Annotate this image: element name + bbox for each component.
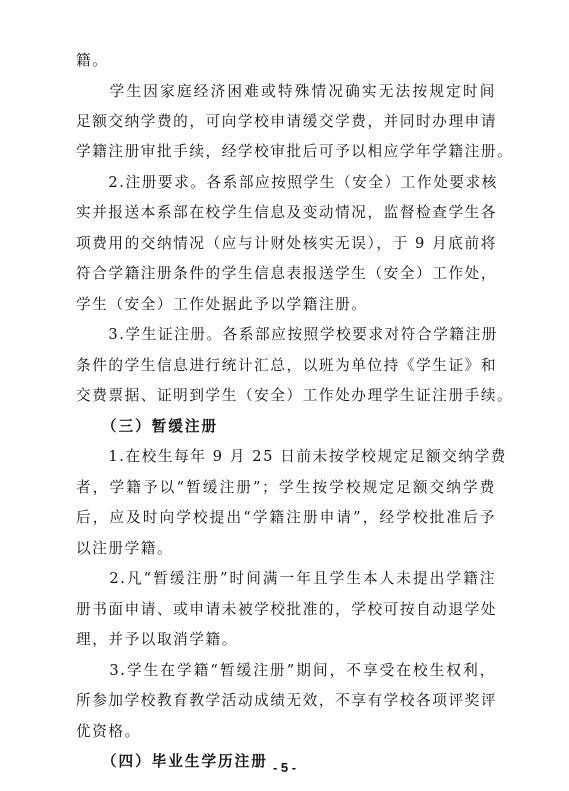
- page-number: - 5 -: [272, 760, 297, 775]
- text-line: 理，并予以取消学籍。: [76, 631, 238, 648]
- text-line: 学籍注册审批手续，经学校审批后可予以相应学年学籍注册。: [76, 143, 514, 160]
- text-line: 后，应及时向学校提出“学籍注册申请”，经学校批准后予: [76, 509, 496, 526]
- text-line: 足额交纳学费的，可向学校申请缓交学费，并同时办理申请: [76, 113, 498, 130]
- text-line: 符合学籍注册条件的学生信息表报送学生（安全）工作处，: [76, 265, 498, 282]
- text-line: 以注册学籍。: [76, 540, 174, 557]
- text-line: 交费票据、证明到学生（安全）工作处办理学生证注册手续。: [76, 387, 514, 404]
- text-line: 者，学籍予以“暂缓注册”；学生按学校规定足额交纳学费: [76, 479, 496, 496]
- text-line: 3.学生证注册。各系部应按照学校要求对符合学籍注册: [76, 326, 498, 343]
- text-line: 所参加学校教育教学活动成绩无效，不享有学校各项评奖评: [76, 692, 498, 709]
- text-line: 册书面申请、或申请未被学校批准的，学校可按自动退学处: [76, 601, 498, 618]
- text-line: 优资格。: [76, 723, 141, 740]
- text-line: 3.学生在学籍“暂缓注册”期间，不享受在校生权利，: [76, 662, 496, 679]
- text-line: 籍。: [76, 52, 109, 69]
- text-line: 学生（安全）工作处据此予以学籍注册。: [76, 296, 368, 313]
- text-line: 学生因家庭经济困难或特殊情况确实无法按规定时间: [76, 83, 496, 100]
- text-line: 实并报送本系部在校学生信息及变动情况，监督检查学生各: [76, 204, 498, 221]
- text-line: 2.凡“暂缓注册”时间满一年且学生本人未提出学籍注: [76, 570, 496, 587]
- section-heading: （四）毕业生学历注册: [76, 753, 268, 770]
- text-line: 1.在校生每年 9 月 25 日前未按学校规定足额交纳学费: [76, 448, 507, 465]
- text-line: 条件的学生信息进行统计汇总，以班为单位持《学生证》和: [76, 357, 498, 374]
- section-heading: （三）暂缓注册: [76, 418, 219, 435]
- text-line: 2.注册要求。各系部应按照学生（安全）工作处要求核: [76, 174, 498, 191]
- text-line: 项费用的交纳情况（应与计财处核实无误），于 9 月底前将: [76, 235, 497, 252]
